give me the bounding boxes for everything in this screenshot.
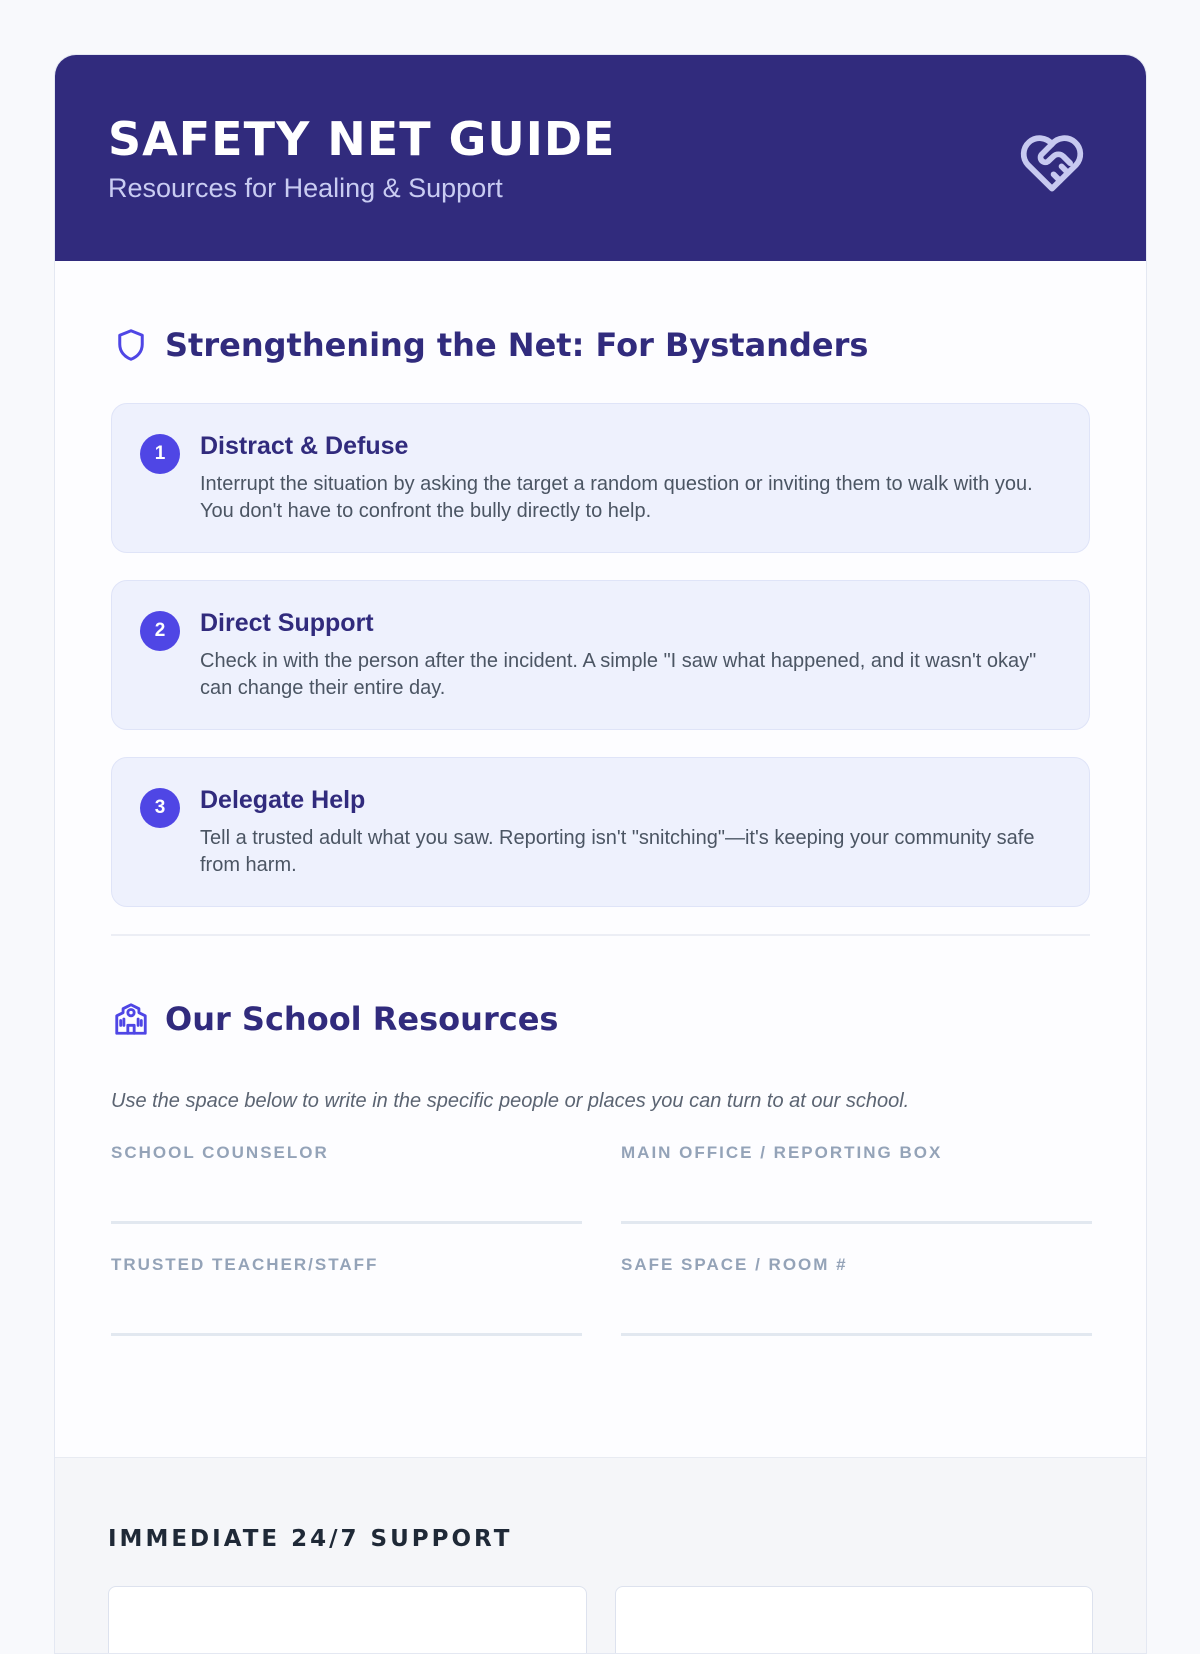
- heart-handshake-icon: [1012, 125, 1092, 195]
- resources-intro: Use the space below to write in the specific people or places you can turn to at our school.: [111, 1090, 910, 1112]
- field-label: TRUSTED TEACHER/STAFF: [111, 1255, 379, 1274]
- bystanders-heading-row: [111, 317, 1090, 373]
- field-label: MAIN OFFICE / REPORTING BOX: [621, 1143, 943, 1162]
- page-title: SAFETY NET GUIDE: [108, 112, 616, 166]
- step-card: [111, 580, 1090, 730]
- step-title: Distract & Defuse: [200, 432, 409, 460]
- step-title: Direct Support: [200, 609, 374, 637]
- step-card: [111, 403, 1090, 553]
- step-number: 3: [140, 788, 180, 828]
- page-subtitle: Resources for Healing & Support: [108, 173, 503, 203]
- school-icon: [111, 999, 151, 1039]
- field-label: SAFE SPACE / ROOM #: [621, 1255, 848, 1274]
- guide-page: [54, 54, 1147, 1654]
- shield-icon: [111, 325, 151, 365]
- step-description: Check in with the person after the incident. A simple "I saw what happened, and it wasn't okay" can change their entire day.: [200, 650, 1037, 699]
- step-description: Interrupt the situation by asking the target a random question or inviting them to walk with you. You don't have to confront the bully directly to help.: [200, 473, 1033, 522]
- safe-space-field[interactable]: [621, 1255, 1092, 1367]
- school-counselor-field[interactable]: [111, 1143, 582, 1255]
- step-number: 1: [140, 434, 180, 474]
- bystanders-heading: Strengthening the Net: For Bystanders: [165, 326, 869, 364]
- step-description: Tell a trusted adult what you saw. Reporting isn't "snitching"—it's keeping your community safe from harm.: [200, 827, 1035, 876]
- resources-heading: Our School Resources: [165, 1000, 559, 1038]
- support-section: [55, 1457, 1146, 1654]
- write-in-line[interactable]: [111, 1221, 582, 1224]
- field-label: SCHOOL COUNSELOR: [111, 1143, 329, 1162]
- trusted-teacher-field[interactable]: [111, 1255, 582, 1367]
- support-card: [108, 1586, 587, 1654]
- write-in-line[interactable]: [621, 1333, 1092, 1336]
- write-in-line[interactable]: [621, 1221, 1092, 1224]
- support-card: [615, 1586, 1094, 1654]
- resources-heading-row: [111, 991, 1090, 1047]
- support-cards: [108, 1586, 1093, 1654]
- support-heading: IMMEDIATE 24/7 SUPPORT: [108, 1526, 513, 1552]
- step-number: 2: [140, 611, 180, 651]
- step-card: [111, 757, 1090, 907]
- write-in-line[interactable]: [111, 1333, 582, 1336]
- resource-fields: [111, 1143, 1090, 1367]
- header-banner: [55, 55, 1146, 261]
- step-title: Delegate Help: [200, 786, 366, 814]
- main-office-field[interactable]: [621, 1143, 1092, 1255]
- section-divider: [111, 934, 1090, 936]
- bystander-steps: [111, 403, 1090, 907]
